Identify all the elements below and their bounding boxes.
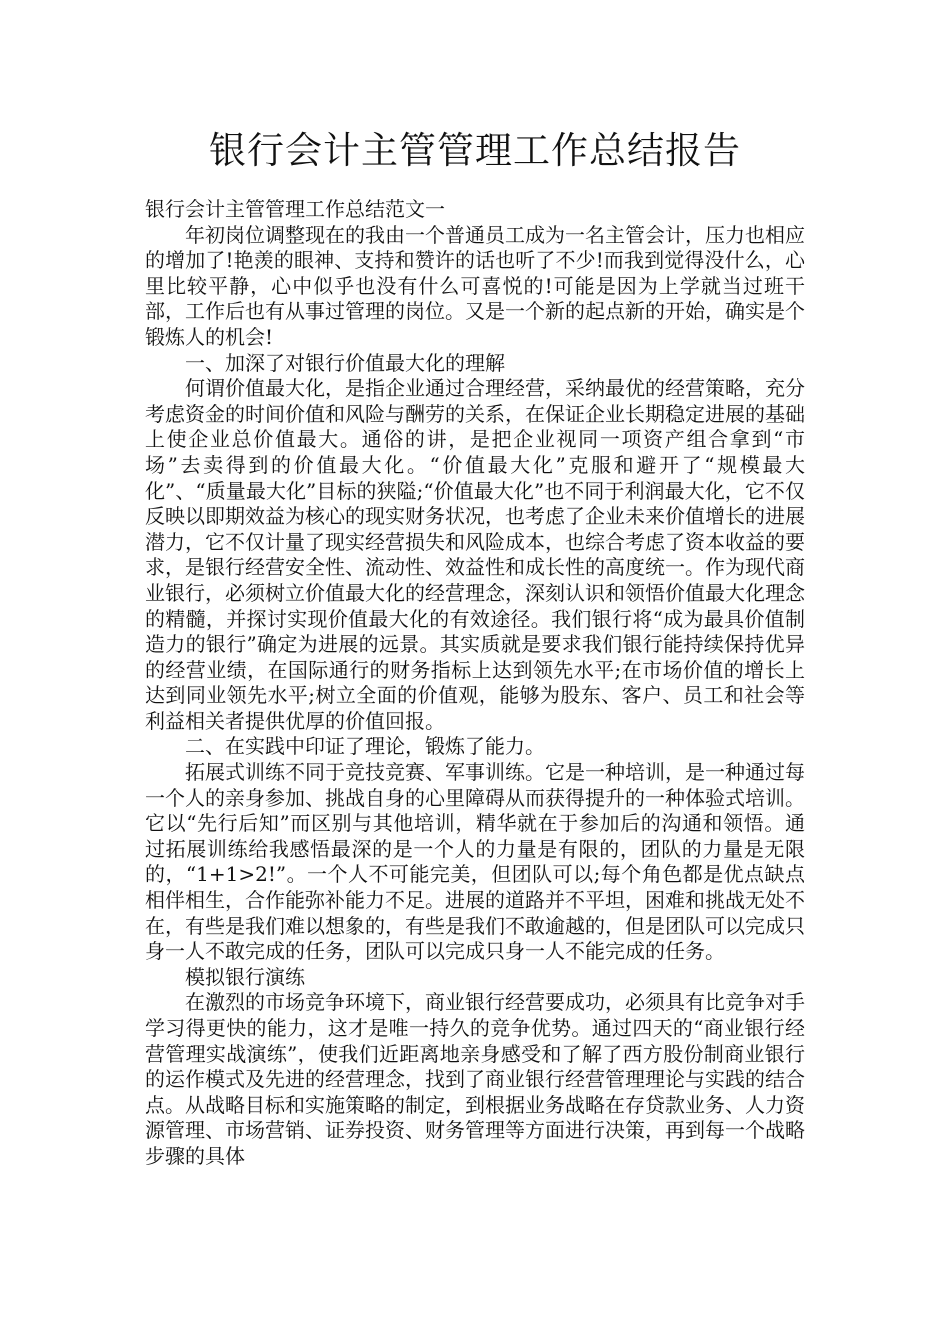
paragraph-outward-training: 拓展式训练不同于竞技竞赛、军事训练。它是一种培训，是一种通过每一个人的亲身参加、挑战自身的心里障碍从而获得提升的一种体验式培训。它以“先行后知”而区别与其他培训，精华就在于参加后的沟通和领悟。通过拓展训练给我感悟最深的是一个人的力量是有限的，团队的力量是无限的，“1+1>2!”。一个人不可能完美，但团队可以;每个角色都是优点缺点相伴相生，合作能弥补能力不足。进展的道路并不平坦，困难和挑战无处不在，有些是我们难以想象的，有些是我们不敢逾越的，但是团队可以完成只身一人不敢完成的任务，团队可以完成只身一人不能完成的任务。: [145, 760, 805, 964]
section-heading-2: 二、在实践中印证了理论，锻炼了能力。: [185, 734, 545, 759]
section-heading-3: 模拟银行演练: [185, 964, 305, 989]
document-title: 银行会计主管管理工作总结报告: [209, 129, 741, 172]
section-heading-1: 一、加深了对银行价值最大化的理解: [185, 350, 505, 375]
paragraph-bank-simulation: 在激烈的市场竞争环境下，商业银行经营要成功，必须具有比竞争对手学习得更快的能力，这才是唯一持久的竞争优势。通过四天的“商业银行经营管理实战演练”，使我们近距离地亲身感受和了解了西方股份制商业银行的运作模式及先进的经营理念，找到了商业银行经营管理理论与实践的结合点。从战略目标和实施策略的制定，到根据业务战略在存贷款业务、人力资源管理、市场营销、证券投资、财务管理等方面进行决策，再到每一个战略步骤的具体: [145, 990, 805, 1168]
paragraph-intro: 年初岗位调整现在的我由一个普通员工成为一名主管会计，压力也相应的增加了!艳羡的眼神、支持和赞许的话也听了不少!而我到觉得没什么，心里比较平静，心中似乎也没有什么可喜悦的!可能是因为上学就当过班干部，工作后也有从事过管理的岗位。又是一个新的起点新的开始，确实是个锻炼人的机会!: [145, 222, 805, 349]
document-body: [145, 197, 805, 1170]
document-subtitle: 银行会计主管管理工作总结范文一: [145, 197, 445, 221]
paragraph-value-maximization: 何谓价值最大化，是指企业通过合理经营，采纳最优的经营策略，充分考虑资金的时间价值和风险与酬劳的关系，在保证企业长期稳定进展的基础上使企业总价值最大。通俗的讲，是把企业视同一项资产组合拿到“市场”去卖得到的价值最大化。“价值最大化”克服和避开了“规模最大化”、“质量最大化”目标的狭隘;“价值最大化”也不同于利润最大化，它不仅反映以即期效益为核心的现实财务状况，也考虑了企业未来价值增长的进展潜力，它不仅计量了现实经营损失和风险成本，也综合考虑了资本收益的要求，是银行经营安全性、流动性、效益性和成长性的高度统一。作为现代商业银行，必须树立价值最大化的经营理念，深刻认识和领悟价值最大化理念的精髓，并探讨实现价值最大化的有效途径。我们银行将“成为最具价值制造力的银行”确定为进展的远景。其实质就是要求我们银行能持续保持优异的经营业绩，在国际通行的财务指标上达到领先水平;在市场价值的增长上达到同业领先水平;树立全面的价值观，能够为股东、客户、员工和社会等利益相关者提供优厚的价值回报。: [145, 376, 805, 733]
